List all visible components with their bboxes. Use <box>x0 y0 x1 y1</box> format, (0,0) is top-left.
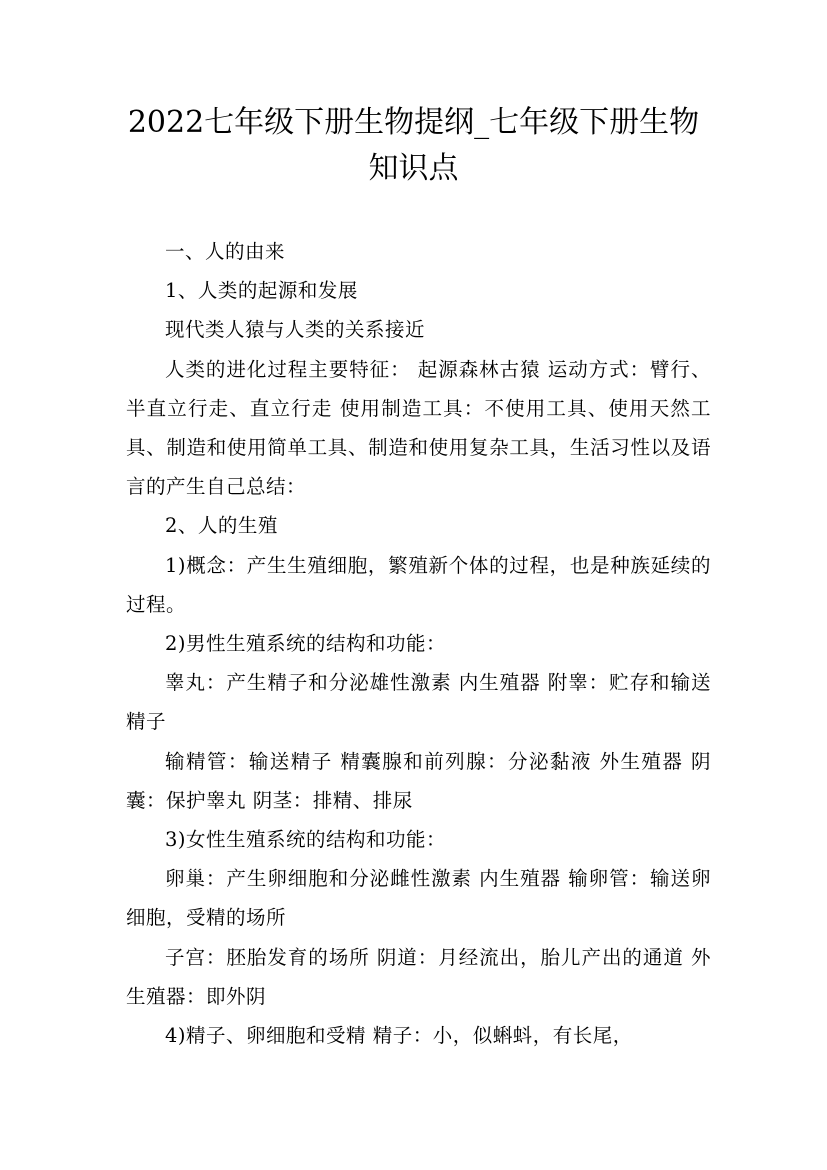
paragraph: 子宫：胚胎发育的场所 阴道：月经流出，胎儿产出的通道 外生殖器：即外阴 <box>126 945 711 1008</box>
paragraph: 输精管：输送精子 精囊腺和前列腺：分泌黏液 外生殖器 阴囊：保护睾丸 阴茎：排精、排尿 <box>126 749 711 812</box>
paragraph: 1)概念：产生生殖细胞，繁殖新个体的过程，也是种族延续的过程。 <box>126 553 711 616</box>
heading-origin-of-humans: 一、人的由来 <box>165 240 286 263</box>
paragraph: 3)女性生殖系统的结构和功能： <box>165 828 447 852</box>
title-line-1: 2022七年级下册生物提纲_七年级下册生物 <box>127 105 700 140</box>
title-line-2: 知识点 <box>368 151 459 186</box>
paragraph: 2)男性生殖系统的结构和功能： <box>165 632 447 656</box>
subheading-human-reproduction: 2、人的生殖 <box>165 514 278 538</box>
paragraph: 人类的进化过程主要特征： 起源森林古猿 运动方式：臂行、半直立行走、直立行走 使用制造工具：不使用工具、使用天然工具、制造和使用简单工具、制造和使用复杂工具，生活习性以及语言的产生自己总结： <box>126 357 711 499</box>
subheading-origin-and-development: 1、人类的起源和发展 <box>165 279 358 303</box>
document-body <box>126 232 711 1055</box>
paragraph: 现代类人猿与人类的关系接近 <box>165 318 426 342</box>
paragraph: 卵巢：产生卵细胞和分泌雌性激素 内生殖器 输卵管：输送卵细胞，受精的场所 <box>126 867 711 930</box>
document-title <box>90 100 737 192</box>
paragraph: 睾丸：产生精子和分泌雄性激素 内生殖器 附睾：贮存和输送精子 <box>126 671 711 734</box>
paragraph: 4)精子、卵细胞和受精 精子：小，似蝌蚪，有长尾， <box>165 1024 633 1048</box>
